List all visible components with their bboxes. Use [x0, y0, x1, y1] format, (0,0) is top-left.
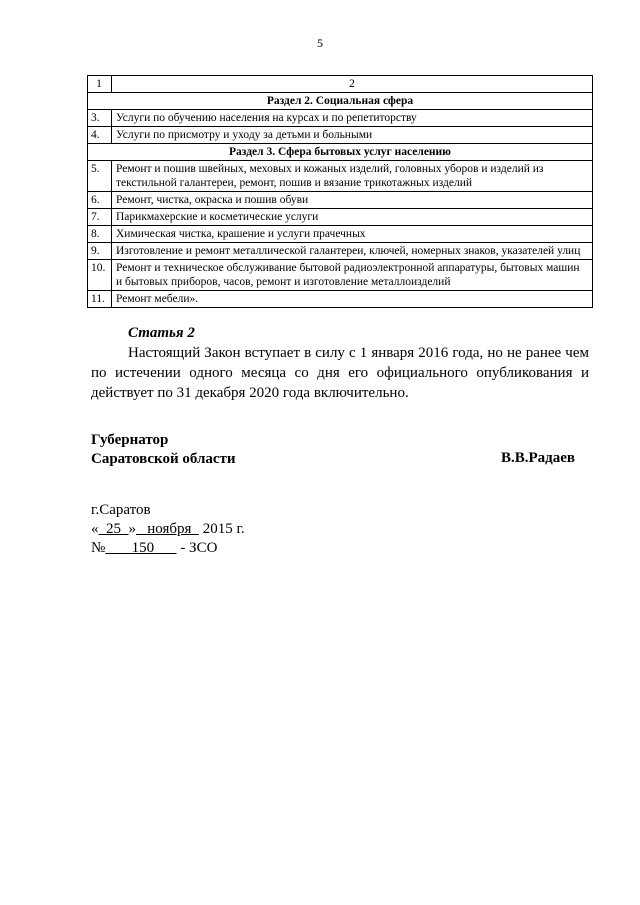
section-title: Раздел 2. Социальная сфера [88, 93, 593, 110]
service-name: Ремонт и техническое обслуживание бытовой радиоэлектронной аппаратуры, бытовых машин и бытовых приборов, часов, ремонт и изготовление металлоизделий [112, 260, 593, 291]
table-header-row [88, 76, 593, 93]
number-prefix: № [91, 540, 106, 556]
article-text: Настоящий Закон вступает в силу с 1 января 2016 года, но не ранее чем по истечении одного месяца со дня его официального опубликования и действует по 31 декабря 2020 года включительно. [91, 345, 589, 401]
service-name: Изготовление и ремонт металлической галантереи, ключей, номерных знаков, указателей улиц [112, 243, 593, 260]
header-col-1: 1 [88, 76, 112, 93]
row-number: 11. [88, 291, 112, 308]
signature-position-line2: Саратовской области [91, 451, 236, 467]
row-number: 7. [88, 209, 112, 226]
row-number: 5. [88, 161, 112, 192]
date-day: 25 [106, 521, 121, 537]
table-row [88, 260, 593, 291]
service-name: Услуги по присмотру и уходу за детьми и больными [112, 127, 593, 144]
date-open-quote: « [91, 521, 99, 537]
table-row [88, 291, 593, 308]
header-col-2: 2 [112, 76, 593, 93]
date-year: 2015 г. [202, 521, 245, 537]
city: г.Саратов [91, 502, 151, 518]
row-number: 3. [88, 110, 112, 127]
service-name: Химическая чистка, крашение и услуги прачечных [112, 226, 593, 243]
date-close-quote: » [128, 521, 136, 537]
number-suffix: - ЗСО [180, 540, 218, 556]
row-number: 6. [88, 192, 112, 209]
service-name: Парикмахерские и косметические услуги [112, 209, 593, 226]
date-line [91, 520, 245, 539]
service-name: Ремонт, чистка, окраска и пошив обуви [112, 192, 593, 209]
service-name: Услуги по обучению населения на курсах и по репетиторству [112, 110, 593, 127]
table-row [88, 127, 593, 144]
article-title: Статья 2 [128, 325, 195, 341]
table-row [88, 110, 593, 127]
number-line [91, 539, 245, 558]
signature-position [91, 431, 236, 469]
signature-position-line1: Губернатор [91, 432, 169, 448]
number-value: 150 [131, 540, 155, 556]
row-number: 8. [88, 226, 112, 243]
table-row [88, 209, 593, 226]
row-number: 10. [88, 260, 112, 291]
row-number: 4. [88, 127, 112, 144]
page-number: 5 [317, 36, 323, 50]
table-section-row [88, 144, 593, 161]
table-row [88, 161, 593, 192]
date-month: ноября [147, 521, 192, 537]
table-row [88, 243, 593, 260]
signature-name: В.В.Радаев [501, 450, 576, 466]
service-name: Ремонт мебели». [112, 291, 593, 308]
section-title: Раздел 3. Сфера бытовых услуг населению [88, 144, 593, 161]
row-number: 9. [88, 243, 112, 260]
service-name: Ремонт и пошив швейных, меховых и кожаных изделий, головных уборов и изделий из текстильной галантереи, ремонт, пошив и вязание трикотажных изделий [112, 161, 593, 192]
table-row [88, 192, 593, 209]
services-table [87, 75, 593, 308]
table-section-row [88, 93, 593, 110]
table-row [88, 226, 593, 243]
place-and-date [91, 501, 245, 558]
